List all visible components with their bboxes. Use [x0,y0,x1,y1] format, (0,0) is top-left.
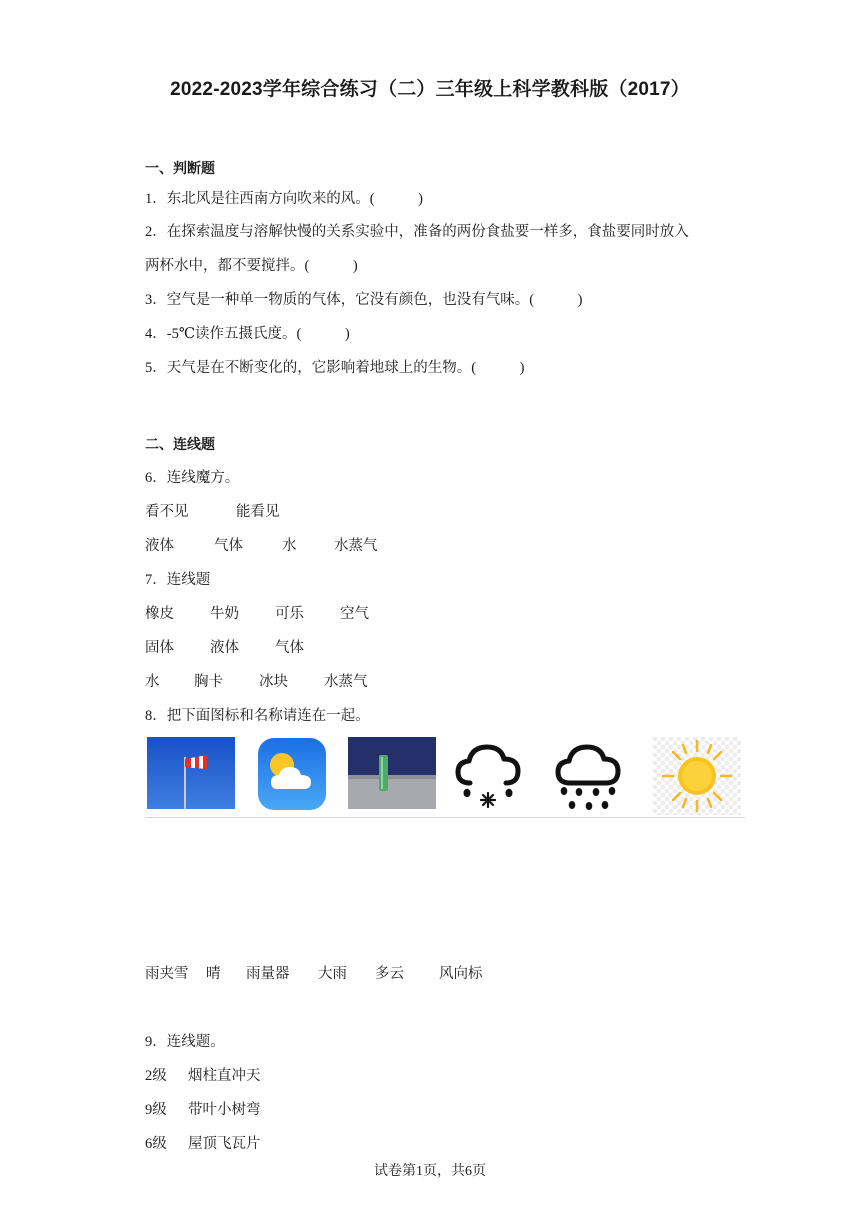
word-cell: 液体 [145,538,174,554]
question-2-line2: 两杯水中，都不要搅拌。( ) [145,258,358,274]
description-cell: 屋顶飞瓦片 [188,1136,261,1152]
rain-gauge-photo-icon [348,737,438,815]
word-cell: 可乐 [275,606,304,622]
question-7-row2 [145,636,304,657]
word-cell: 空气 [340,606,369,622]
word-cell: 水 [145,674,160,690]
question-6-prompt: 6．连线魔方。 [145,470,240,486]
heavy-rain-icon [552,737,642,815]
page-title: 2022-2023学年综合练习（二）三年级上科学教科版（2017） [170,79,690,100]
question-9-row [145,1064,261,1085]
word-cell: 固体 [145,640,174,656]
word-cell: 胸卡 [194,674,223,690]
page-footer: 试卷第1页，共6页 [374,1164,486,1179]
question-6-row1 [145,500,280,521]
level-cell: 6级 [145,1136,167,1152]
word-cell: 气体 [275,640,304,656]
weather-icons-row [145,735,745,818]
question-9-row [145,1132,261,1153]
section-heading-matching: 二、连线题 [145,436,215,452]
question-7-prompt: 7．连线题 [145,572,211,588]
question-6-row2 [145,534,378,555]
partly-cloudy-icon [257,737,347,815]
level-cell: 2级 [145,1068,167,1084]
word-cell: 橡皮 [145,606,174,622]
question-9-row [145,1098,261,1119]
question-9-prompt: 9．连线题。 [145,1034,225,1050]
name-cell: 雨夹雪 [145,966,189,982]
word-cell: 液体 [210,640,239,656]
question-3: 3．空气是一种单一物质的气体，它没有颜色，也没有气味。( ) [145,292,583,308]
word-cell: 水蒸气 [334,538,378,554]
word-cell: 看不见 [145,504,189,520]
section-heading-judgement: 一、判断题 [145,160,215,176]
name-cell: 多云 [375,966,404,982]
name-cell: 雨量器 [246,966,290,982]
description-cell: 烟柱直冲天 [188,1068,261,1084]
description-cell: 带叶小树弯 [188,1102,261,1118]
question-4: 4．-5℃读作五摄氏度。( ) [145,326,350,342]
name-cell: 大雨 [318,966,347,982]
word-cell: 牛奶 [210,606,239,622]
level-cell: 9级 [145,1102,167,1118]
word-cell: 气体 [214,538,243,554]
name-cell: 晴 [206,966,221,982]
question-1: 1．东北风是往西南方向吹来的风。( ) [145,191,423,207]
question-2-line1: 2．在探索温度与溶解快慢的关系实验中，准备的两份食盐要一样多，食盐要同时放入 [145,224,689,240]
question-7-row1 [145,602,369,623]
question-5: 5．天气是在不断变化的，它影响着地球上的生物。( ) [145,360,525,376]
question-8-prompt: 8．把下面图标和名称请连在一起。 [145,708,370,724]
name-cell: 风向标 [439,966,483,982]
sleet-icon [452,737,542,815]
word-cell: 水 [282,538,297,554]
windsock-photo-icon [147,737,237,815]
question-8-names-row [145,962,483,983]
question-7-row3 [145,670,368,691]
word-cell: 能看见 [236,504,280,520]
word-cell: 冰块 [259,674,288,690]
sunny-icon [653,737,743,815]
word-cell: 水蒸气 [324,674,368,690]
